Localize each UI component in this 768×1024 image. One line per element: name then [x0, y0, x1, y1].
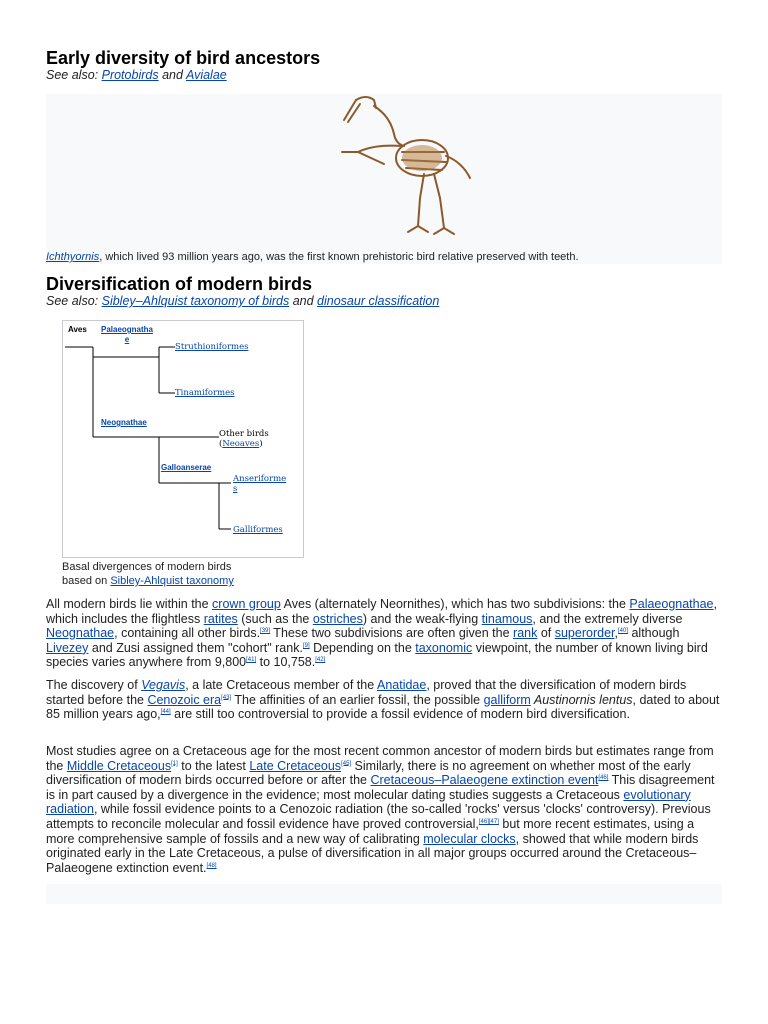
cladogram-caption: Basal divergences of modern birds based on Sibley-Ahlquist taxonomy: [62, 561, 234, 587]
citation-46-47[interactable]: [46][47]: [478, 818, 499, 825]
clade-label-galloanserae: [161, 463, 211, 473]
citation-9[interactable]: [9]: [302, 642, 310, 649]
clade-label-tinamiformes: [175, 388, 235, 398]
link-tinamiformes[interactable]: Tinamiformes: [175, 388, 235, 398]
citation-45[interactable]: [45]: [341, 760, 352, 767]
link-galloanserae[interactable]: Galloanserae: [161, 463, 212, 472]
link-struthioniformes[interactable]: Struthioniformes: [175, 342, 249, 352]
link-neognathae[interactable]: Neognathae: [46, 626, 115, 641]
citation-40[interactable]: [40]: [617, 628, 628, 635]
link-sibley-ahlquist[interactable]: Sibley-Ahlquist taxonomy: [110, 575, 234, 587]
link-vegavis[interactable]: Vegavis: [141, 678, 186, 692]
citation-41[interactable]: [41]: [246, 657, 257, 664]
figure-caption: Ichthyornis, which lived 93 million years ago, was the first known prehistoric bird relative preserved with teeth.: [46, 251, 579, 263]
link-avialae[interactable]: Avialae: [185, 68, 227, 82]
clade-label-struthioniformes: [175, 342, 248, 352]
section-heading-early-diversity: Early diversity of bird ancestors: [46, 48, 321, 68]
link-dinosaur-classification[interactable]: dinosaur classification: [317, 294, 440, 308]
link-neognathae-clade[interactable]: Neognathae: [101, 418, 147, 427]
link-ratites[interactable]: ratites: [203, 611, 238, 626]
link-neoaves[interactable]: Neoaves: [222, 439, 260, 449]
clade-label-neognathae: [101, 418, 147, 428]
paragraph-modern-birds: All modern birds lie within the crown group Aves (alternately Neornithes), which has two subdivisions: the Palaeognathae, which includes the flightless ratites (such as the ostriches) and the weak-flying tinamous, and the extremely diverse Neognathae, containing all other birds.[39] These two subdivisions are often given the rank of superorder,[40] although Livezey and Zusi assigned them "cohort" rank.[9] Depending on the taxonomic viewpoint, the number of known living bird species varies anywhere from 9,800[41] to 10,758.[42]: [46, 597, 717, 670]
link-kpg-extinction[interactable]: Cretaceous–Palaeogene extinction event: [370, 773, 599, 788]
bird-skeleton-image[interactable]: [294, 94, 524, 239]
link-galliformes[interactable]: Galliformes: [233, 525, 283, 535]
link-molecular-clocks[interactable]: molecular clocks: [423, 831, 516, 846]
link-anseriformes[interactable]: Anseriforme s: [233, 474, 287, 494]
clade-label-anseriformes: [233, 474, 286, 494]
link-evolutionary-radiation[interactable]: evolutionary radiation: [46, 787, 691, 817]
see-also-note: See also: Protobirds and Avialae: [46, 68, 227, 82]
link-cenozoic-era[interactable]: Cenozoic era: [147, 692, 222, 707]
citation-39[interactable]: [39]: [260, 628, 271, 635]
cladogram-figure: [62, 320, 304, 558]
link-ichthyornis[interactable]: Ichthyornis: [46, 251, 100, 263]
link-protobirds[interactable]: Protobirds: [101, 68, 159, 82]
link-galliform[interactable]: galliform: [483, 692, 531, 707]
citation-46[interactable]: [46]: [598, 775, 609, 782]
link-sibley-ahlquist-taxonomy[interactable]: Sibley–Ahlquist taxonomy of birds: [101, 294, 290, 308]
paragraph-vegavis: The discovery of Vegavis, a late Cretaceous member of the Anatidae, proved that the diversification of modern birds started before the Cenozoic era[43] The affinities of an earlier fossil, the possible galliform Austinornis lentus, dated to about 85 million years ago,[44] are still too controversial to provide a fossil evidence of modern bird diversification.: [46, 678, 720, 722]
citation-44[interactable]: [44]: [160, 709, 171, 716]
citation-48[interactable]: [48]: [206, 862, 217, 869]
page-footer-bar: [46, 884, 722, 904]
link-palaeognathae-clade[interactable]: Palaeognatha e: [100, 325, 153, 344]
link-crown-group[interactable]: crown group: [212, 597, 281, 611]
clade-label-palaeognathae: [97, 325, 157, 345]
clade-label-galliformes: [233, 525, 283, 535]
see-also-note: See also: Sibley–Ahlquist taxonomy of birds and dinosaur classification: [46, 294, 440, 308]
link-taxonomic[interactable]: taxonomic: [415, 640, 473, 655]
link-tinamous[interactable]: tinamous: [481, 611, 533, 626]
link-superorder[interactable]: superorder: [554, 626, 615, 641]
clade-label-other-birds: Other birds (Neoaves): [219, 429, 269, 449]
link-ostriches[interactable]: ostriches: [312, 611, 363, 626]
link-livezey[interactable]: Livezey: [46, 640, 89, 655]
link-middle-cretaceous[interactable]: Middle Cretaceous: [66, 758, 172, 773]
paragraph-cretaceous-age: Most studies agree on a Cretaceous age for the most recent common ancestor of modern birds but estimates range from the Middle Cretaceous[1] to the latest Late Cretaceous[45] Similarly, there is no agreement on whether most of the early diversification of modern birds occurred before or after the Cretaceous–Palaeogene extinction event[46] This disagreement is in part caused by a divergence in the evidence; most molecular dating studies suggests a Cretaceous evolutionary radiation, while fossil evidence points to a Cenozoic radiation (the so-called 'rocks' versus 'clocks' controversy). Previous attempts to reconcile molecular and fossil evidence have proved controversial,[46][47] but more recent estimates, using a more comprehensive sample of fossils and a new way of calibrating molecular clocks, showed that while modern birds originated early in the Late Cretaceous, a pulse of diversification in all major groups occurred around the Cretaceous–Palaeogene extinction event.[48]: [46, 744, 715, 875]
citation-43[interactable]: [43]: [221, 694, 232, 701]
figure-ichthyornis: [46, 94, 722, 264]
citation-42[interactable]: [42]: [315, 657, 326, 664]
link-rank[interactable]: rank: [513, 626, 538, 641]
clade-label-aves: Aves: [68, 325, 87, 334]
link-late-cretaceous[interactable]: Late Cretaceous: [249, 758, 342, 773]
citation-1[interactable]: [1]: [171, 760, 178, 767]
link-palaeognathae[interactable]: Palaeognathae: [629, 597, 714, 611]
link-anatidae[interactable]: Anatidae: [376, 678, 427, 692]
section-heading-diversification: Diversification of modern birds: [46, 274, 313, 294]
